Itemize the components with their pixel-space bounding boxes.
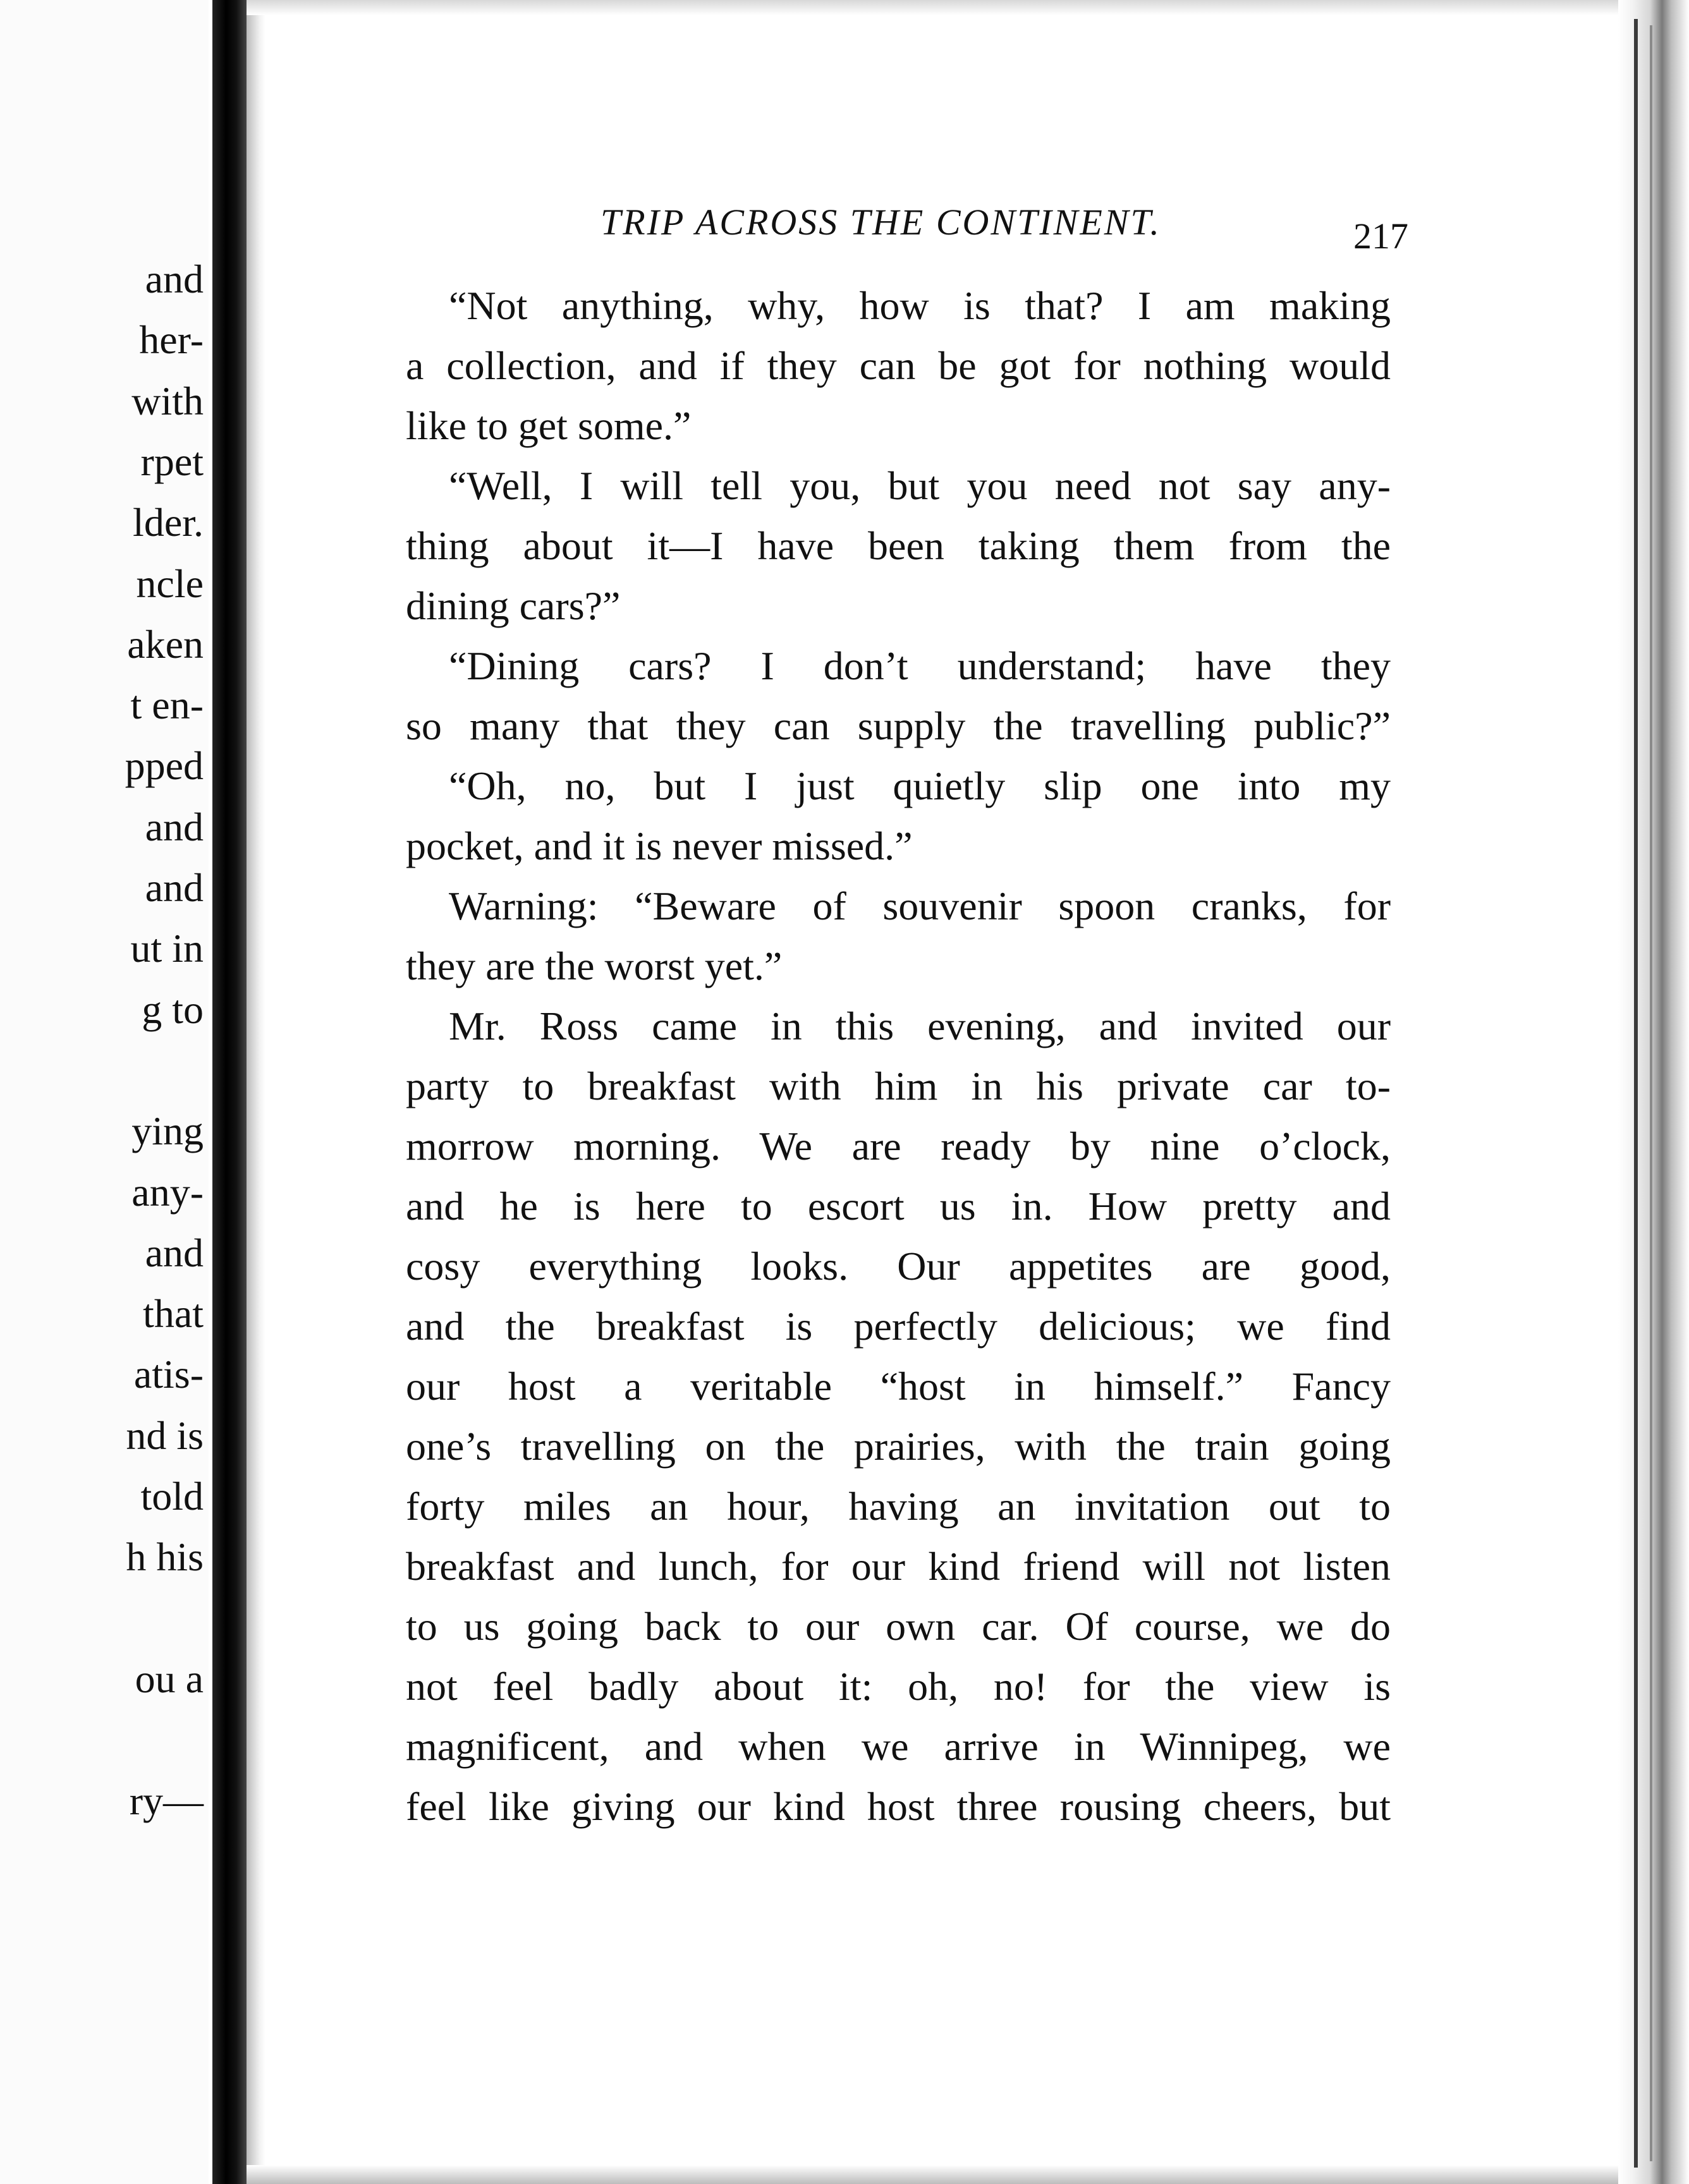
text-line: “Dining cars? I don’t understand; have they — [449, 643, 1391, 688]
text-line: morrow morning. We are ready by nine o’clock, — [406, 1124, 1391, 1168]
facing-page-line: ying — [131, 1108, 204, 1154]
book-gutter — [212, 0, 247, 2184]
text-line: “Well, I will tell you, but you need not say any- — [449, 463, 1391, 508]
text-line: Mr. Ross came in this evening, and invited our — [449, 1004, 1391, 1048]
text-line: our host a veritable “host in himself.” Fancy — [406, 1364, 1391, 1409]
text-line: magnificent, and when we arrive in Winnipeg, we — [406, 1724, 1391, 1769]
text-line: so many that they can supply the travelling public?” — [406, 703, 1391, 748]
text-line: and he is here to escort us in. How pretty and — [406, 1184, 1391, 1228]
text-line: and the breakfast is perfectly delicious; we find — [406, 1304, 1391, 1349]
body-text — [406, 276, 1391, 1836]
text-line: breakfast and lunch, for our kind friend will not listen — [406, 1544, 1391, 1589]
page-bottom-edge — [247, 2165, 1640, 2184]
facing-page-line: atis- — [133, 1352, 204, 1397]
text-line: feel like giving our kind host three rousing cheers, but — [406, 1784, 1391, 1829]
facing-page-line: that — [143, 1291, 204, 1337]
text-line: like to get some.” — [406, 403, 692, 448]
facing-page-line: t en- — [130, 682, 204, 728]
text-line: Warning: “Beware of souvenir spoon cranks, for — [449, 883, 1391, 928]
facing-page-line: and — [145, 257, 204, 301]
facing-page-line: her- — [139, 317, 204, 363]
facing-page-line: ncle — [136, 561, 204, 606]
facing-page-line: ry— — [129, 1778, 204, 1823]
facing-page-line: any- — [131, 1169, 204, 1215]
text-line: cosy everything looks. Our appetites are good, — [406, 1244, 1391, 1289]
text-line: one’s travelling on the prairies, with the train going — [406, 1424, 1391, 1469]
text-line: dining cars?” — [406, 583, 621, 628]
facing-page-line: pped — [125, 743, 204, 789]
facing-page-line: g to — [142, 986, 204, 1032]
text-line: a collection, and if they can be got for nothing would — [406, 343, 1391, 388]
text-line: “Oh, no, but I just quietly slip one into my — [449, 763, 1391, 808]
text-line: “Not anything, why, how is that? I am making — [449, 283, 1391, 328]
page-number: 217 — [1353, 215, 1408, 257]
facing-page-line: nd is — [126, 1412, 204, 1458]
facing-page-line: told — [140, 1474, 204, 1519]
text-line: thing about it—I have been taking them from the — [406, 523, 1391, 568]
facing-page-line: and — [145, 804, 204, 849]
facing-page-line: and — [145, 1230, 204, 1275]
facing-page-line: and — [145, 865, 204, 910]
text-line: party to breakfast with him in his private car to- — [406, 1064, 1391, 1108]
facing-page-line: lder. — [133, 500, 204, 545]
page-stack-edge — [1618, 0, 1689, 2184]
facing-page-fragment — [0, 0, 209, 2184]
text-line: pocket, and it is never missed.” — [406, 823, 913, 868]
facing-page-line: with — [131, 378, 204, 423]
page-edge-line — [1650, 25, 1652, 2161]
text-line: forty miles an hour, having an invitation out to — [406, 1484, 1391, 1529]
text-line: they are the worst yet.” — [406, 943, 783, 988]
facing-page-line: h his — [126, 1534, 204, 1580]
facing-page-line: aken — [127, 621, 204, 667]
page-top-edge — [247, 0, 1640, 15]
facing-page-line: rpet — [140, 439, 204, 484]
text-line: to us going back to our own car. Of course, we do — [406, 1604, 1391, 1649]
running-head: TRIP ACROSS THE CONTINENT. — [601, 202, 1161, 243]
text-line: not feel badly about it: oh, no! for the view is — [406, 1664, 1391, 1709]
gutter-shadow — [247, 0, 265, 2184]
facing-page-line: ut in — [130, 926, 204, 971]
page-edge-line — [1634, 19, 1638, 2168]
facing-page-line: ou a — [135, 1656, 204, 1701]
